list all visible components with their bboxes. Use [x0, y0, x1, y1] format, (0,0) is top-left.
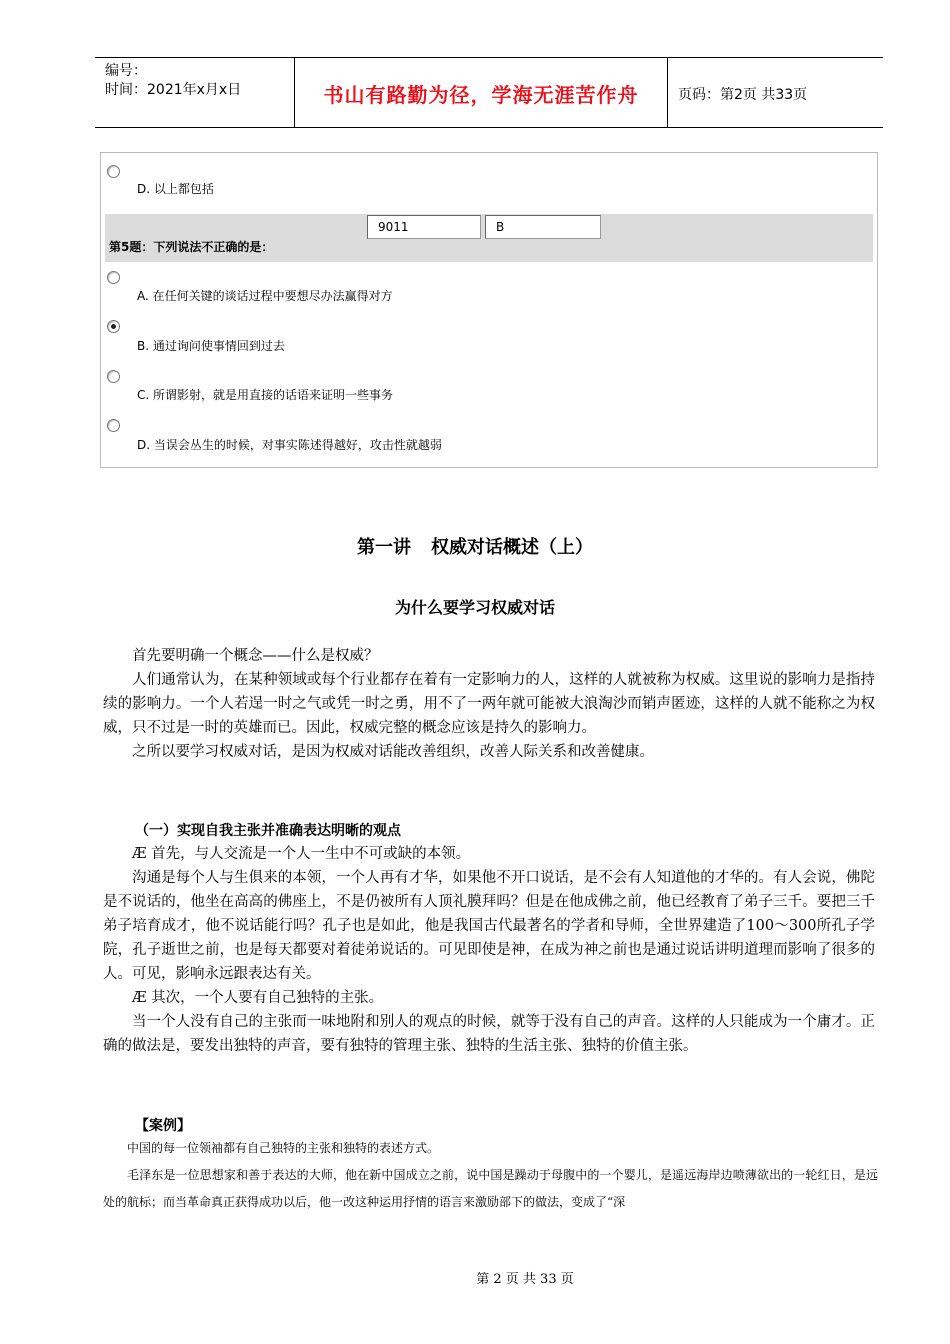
option-label: D. 当误会丛生的时候，对事实陈述得越好，攻击性就越弱	[137, 438, 442, 452]
paragraph: 首先要明确一个概念——什么是权威？	[132, 648, 379, 664]
radio-button[interactable]	[107, 271, 120, 284]
radio-button-selected[interactable]	[107, 320, 120, 333]
lecture-subtitle: 为什么要学习权威对话	[394, 598, 555, 617]
radio-button[interactable]	[107, 419, 120, 432]
page-header	[95, 57, 883, 128]
answer-code-field[interactable]: 9011	[367, 215, 481, 239]
lecture-name: 权威对话概述（上）	[431, 537, 593, 558]
header-meta	[105, 62, 241, 100]
option-label: C. 所谓影射，就是用直接的话语来证明一些事务	[137, 388, 394, 402]
option-label: A. 在任何关键的谈话过程中要想尽办法赢得对方	[137, 289, 393, 303]
option-label: B. 通过询问使事情回到过去	[137, 339, 285, 353]
page-footer: 第 2 页 共 33 页	[476, 1272, 574, 1287]
lecture-number: 第一讲	[357, 537, 411, 558]
quiz-panel	[100, 152, 878, 468]
bullet-point: Æ 其次，一个人要有自己独特的主张。	[132, 990, 384, 1006]
case-paragraph: 毛泽东是一位思想家和善于表达的大师，他在新中国成立之前，说中国是躁动于母腹中的一个婴儿，是遥远海岸边喷薄欲出的一轮红日，是远处的航标；而当革命真正获得成功以后，他一改这种运用抒情的语言来激励部下的做法，变成了“深	[103, 1168, 878, 1209]
question-title: 第5题：下列说法不正确的是：	[109, 240, 274, 254]
case-label: 【案例】	[135, 1118, 191, 1134]
paragraph: 人们通常认为，在某种领域或每个行业都存在着有一定影响力的人，这样的人就被称为权威。这里说的影响力是指持续的影响力。一个人若逞一时之气或凭一时之勇，用不了一两年就可能被大浪淘沙而销声匿迹，这样的人就不能称之为权威，只不过是一时的英雄而已。因此，权威完整的概念应该是持久的影响力。	[103, 672, 875, 736]
section-paragraphs	[103, 842, 875, 1058]
radio-button[interactable]	[107, 370, 120, 383]
paragraph: 沟通是每个人与生俱来的本领，一个人再有才华，如果他不开口说话，是不会有人知道他的才华的。有人会说，佛陀是不说话的，他坐在高高的佛座上，不是仍被所有人顶礼膜拜吗？但是在他成佛之前，他已经教育了弟子三千。要把三千弟子培育成才，他不说话能行吗？孔子也是如此，他是我国古代最著名的学者和导师，全世界建造了100～300所孔子学院，孔子逝世之前，也是每天都要对着徒弟说话的。可见即使是神，在成为神之前也是通过说话讲明道理而影响了很多的人。可见，影响永远跟表达有关。	[103, 870, 875, 982]
radio-button[interactable]	[107, 165, 120, 178]
header-page-info: 页码：第2页 共33页	[678, 87, 808, 103]
case-paragraphs	[103, 1135, 878, 1216]
bullet-point: Æ 首先，与人交流是一个人一生中不可或缺的本领。	[132, 846, 471, 862]
header-motto: 书山有路勤为径，学海无涯苦作舟	[323, 83, 639, 107]
time-label: 时间：2021年x月x日	[105, 82, 242, 98]
answer-letter-field[interactable]: B	[485, 215, 601, 239]
case-paragraph: 中国的每一位领袖都有自己独特的主张和独特的表述方式。	[127, 1141, 440, 1155]
header-divider	[667, 58, 668, 127]
code-label: 编号：	[105, 63, 147, 79]
question-bar	[105, 214, 873, 262]
paragraph: 之所以要学习权威对话，是因为权威对话能改善组织，改善人际关系和改善健康。	[132, 744, 654, 760]
intro-paragraphs	[103, 644, 875, 764]
section-heading: （一）实现自我主张并准确表达明晰的观点	[135, 823, 401, 839]
paragraph: 当一个人没有自己的主张而一味地附和别人的观点的时候，就等于没有自己的声音。这样的人只能成为一个庸才。正确的做法是，要发出独特的声音，要有独特的管理主张、独特的生活主张、独特的价值主张。	[103, 1014, 875, 1054]
option-label: D. 以上都包括	[137, 182, 214, 196]
lecture-title	[0, 533, 950, 559]
